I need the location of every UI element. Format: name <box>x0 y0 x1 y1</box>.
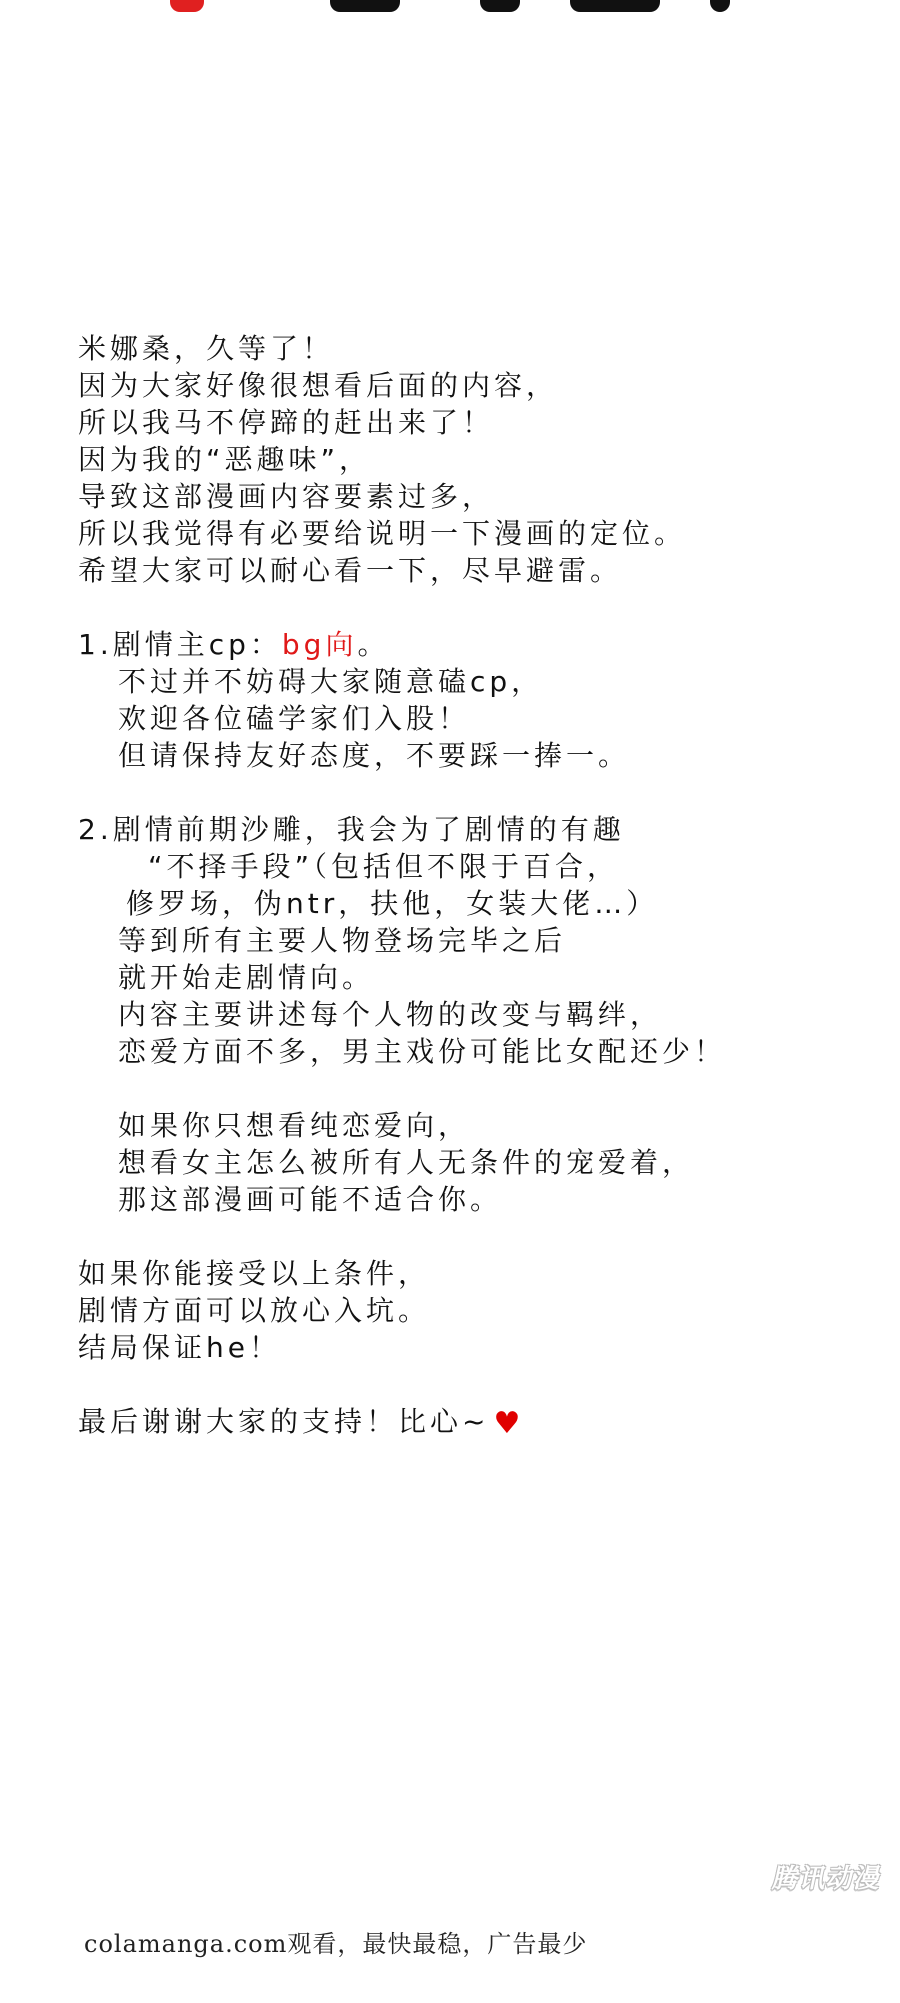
section2-line: 恋爱方面不多，男主戏份可能比女配还少！ <box>118 1035 727 1068</box>
note-line: 米娜桑，久等了！ <box>78 332 335 365</box>
author-note <box>78 330 878 1440</box>
section1-heading-prefix: 1.剧情主cp： <box>78 628 282 661</box>
note-line: 所以我觉得有必要给说明一下漫画的定位。 <box>78 517 687 550</box>
section1-heading-highlight: bg向 <box>281 628 358 661</box>
footer-credit: colamanga.com观看，最快最稳，广告最少 <box>84 1930 588 1958</box>
section2-line: 就开始走剧情向。 <box>118 961 375 994</box>
thanks-line <box>78 1403 878 1440</box>
section2-heading: 2.剧情前期沙雕，我会为了剧情的有趣 <box>78 813 625 846</box>
heart-icon: ♥ <box>493 1406 525 1441</box>
closing-line: 结局保证he！ <box>78 1331 281 1364</box>
section2-quote-line: “不择手段”（包括但不限于百合， <box>148 850 620 883</box>
section2-line-b: 如果你只想看纯恋爱向， <box>118 1109 471 1142</box>
section2-line: 等到所有主要人物登场完毕之后 <box>118 924 567 957</box>
section2-line-b: 那这部漫画可能不适合你。 <box>118 1183 503 1216</box>
note-line: 因为我的“恶趣味”， <box>78 443 372 476</box>
closing-line: 如果你能接受以上条件， <box>78 1257 431 1290</box>
note-line: 所以我马不停蹄的赶出来了！ <box>78 406 495 439</box>
note-line: 因为大家好像很想看后面的内容， <box>78 369 559 402</box>
section2-line-b: 想看女主怎么被所有人无条件的宠爱着， <box>118 1146 695 1179</box>
note-line: 希望大家可以耐心看一下，尽早避雷。 <box>78 554 623 587</box>
section1-heading-suffix: 。 <box>357 628 390 661</box>
section1-heading <box>78 626 878 663</box>
watermark-logo: 腾讯动漫 <box>769 1864 885 1894</box>
section1-line: 欢迎各位磕学家们入股！ <box>118 702 471 735</box>
note-line: 导致这部漫画内容要素过多， <box>78 480 495 513</box>
cropped-title-artwork <box>150 0 750 12</box>
closing-line: 剧情方面可以放心入坑。 <box>78 1294 431 1327</box>
section2-list-line: 修罗场，伪ntr，扶他，女装大佬…） <box>126 887 659 920</box>
thanks-text: 最后谢谢大家的支持！比心~ <box>78 1405 490 1438</box>
section1-line: 不过并不妨碍大家随意磕cp， <box>118 665 544 698</box>
section2-line: 内容主要讲述每个人物的改变与羁绊， <box>118 998 663 1031</box>
section1-line: 但请保持友好态度，不要踩一捧一。 <box>118 739 631 772</box>
